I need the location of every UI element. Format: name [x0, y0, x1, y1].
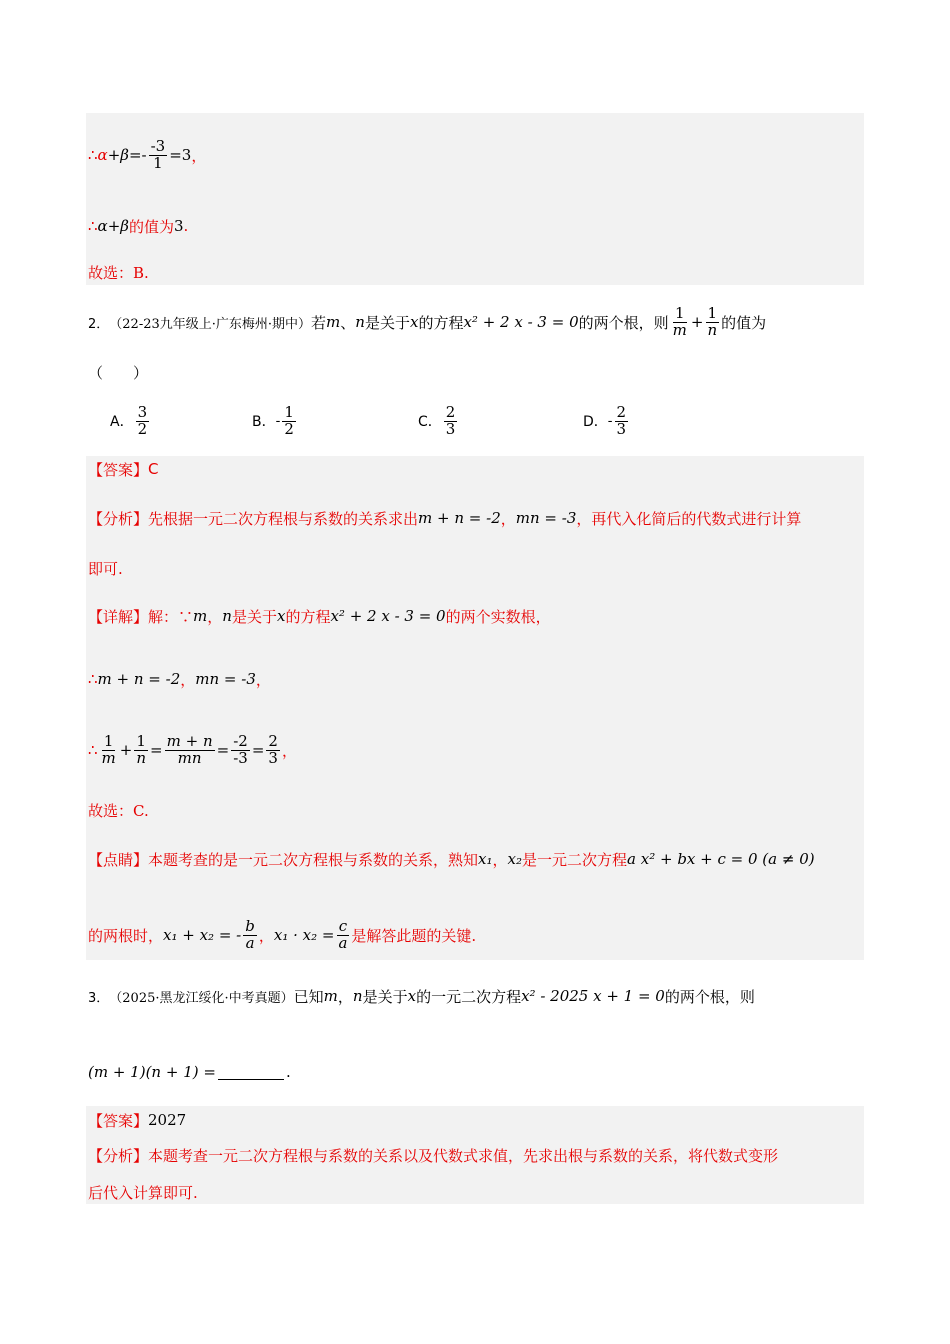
q1-sum-line: ∴ α + β =- $\frac{-3}{1}$ =3 ， — [88, 136, 207, 172]
q2-step1: ∴ m + n = -2 ， mn = -3 ， — [88, 670, 271, 689]
step2-frac-1m: $\frac{1}{m}$ — [101, 731, 116, 767]
option-a-fraction: $\frac{3}{2}$ — [137, 402, 148, 438]
comment-frac-b-over-a: $\frac{b}{a}$ — [245, 916, 255, 952]
q3-stem: 3． （2025·黑龙江绥化·中考真题） 已知 m ， n 是关于 x 的一元二次方程 x² - 2025 x + 1 = 0 的两个根，则 — [88, 987, 755, 1006]
q2-comment-cont: 的两根时， x₁ + x₂ = - $\frac{b}{a}$ ， x₁ · x₂ = $\frac{c}{a}$ 是解答此题的关键. — [88, 916, 477, 952]
option-d[interactable]: D． - $\frac{2}{3}$ — [583, 402, 627, 438]
step2-frac-values: $\frac{-2}{-3}$ — [233, 731, 248, 767]
q2-answer: 【答案】 C — [88, 460, 159, 479]
q3-expression: (m + 1)(n + 1) = . — [88, 1063, 291, 1081]
option-d-fraction: $\frac{2}{3}$ — [616, 402, 627, 438]
q2-detail: 【详解】 解：∵ m ， n 是关于 x 的方程 x² + 2 x - 3 = 0 的两个实数根， — [88, 607, 551, 626]
q3-analysis-cont: 后代入计算即可. — [88, 1183, 198, 1202]
q2-stem: 2． （22-23九年级上·广东梅州·期中） 若 m 、 n 是关于 x 的方程 x² + 2 x - 3 = 0 的两个根，则 $\frac{1}{m}$ + $\frac{1}{n}$ 的值为 — [88, 303, 767, 339]
option-c-fraction: $\frac{2}{3}$ — [445, 402, 456, 438]
step2-frac-result: $\frac{2}{3}$ — [268, 731, 278, 767]
q2-comment: 【点睛】 本题考查的是一元二次方程根与系数的关系，熟知 x₁ ， x₂ 是一元二次方程 a x² + bx + c = 0 (a ≠ 0) — [88, 850, 815, 869]
answer-blank[interactable] — [218, 1065, 284, 1080]
option-c[interactable]: C． $\frac{2}{3}$ — [418, 402, 456, 438]
q2-fraction-1-over-n: $\frac{1}{n}$ — [707, 303, 718, 339]
option-b-fraction: $\frac{1}{2}$ — [284, 402, 294, 438]
q2-choice: 故选：C. — [88, 801, 149, 820]
step2-frac-1n: $\frac{1}{n}$ — [136, 731, 147, 767]
option-a[interactable]: A． $\frac{3}{2}$ — [110, 402, 148, 438]
q1-fraction: $\frac{-3}{1}$ — [150, 136, 166, 172]
q2-analysis: 【分析】 先根据一元二次方程根与系数的关系求出 m + n = -2 ， mn = -3 ，再代入化简后的代数式进行计算 — [88, 509, 802, 528]
option-b[interactable]: B． - $\frac{1}{2}$ — [252, 402, 294, 438]
q2-analysis-cont: 即可. — [88, 559, 123, 578]
q1-conclusion-line: ∴ α + β 的值为 3 . — [88, 217, 189, 236]
q2-fraction-1-over-m: $\frac{1}{m}$ — [672, 303, 687, 339]
q2-answer-paren: （ ） — [88, 363, 149, 382]
q1-choice: 故选：B. — [88, 263, 149, 282]
q3-analysis: 【分析】 本题考查一元二次方程根与系数的关系以及代数式求值，先求出根与系数的关系，将代数式变形 — [88, 1146, 779, 1165]
q2-step2: ∴ $\frac{1}{m}$ + $\frac{1}{n}$ = $\frac{m + n}{mn}$ = $\frac{-2}{-3}$ = $\frac{2}{3}$ ， — [88, 731, 297, 767]
q3-answer: 【答案】 2027 — [88, 1111, 187, 1130]
step2-frac-sum-over-prod: $\frac{m + n}{mn}$ — [166, 731, 213, 767]
comment-frac-c-over-a: $\frac{c}{a}$ — [338, 916, 348, 952]
